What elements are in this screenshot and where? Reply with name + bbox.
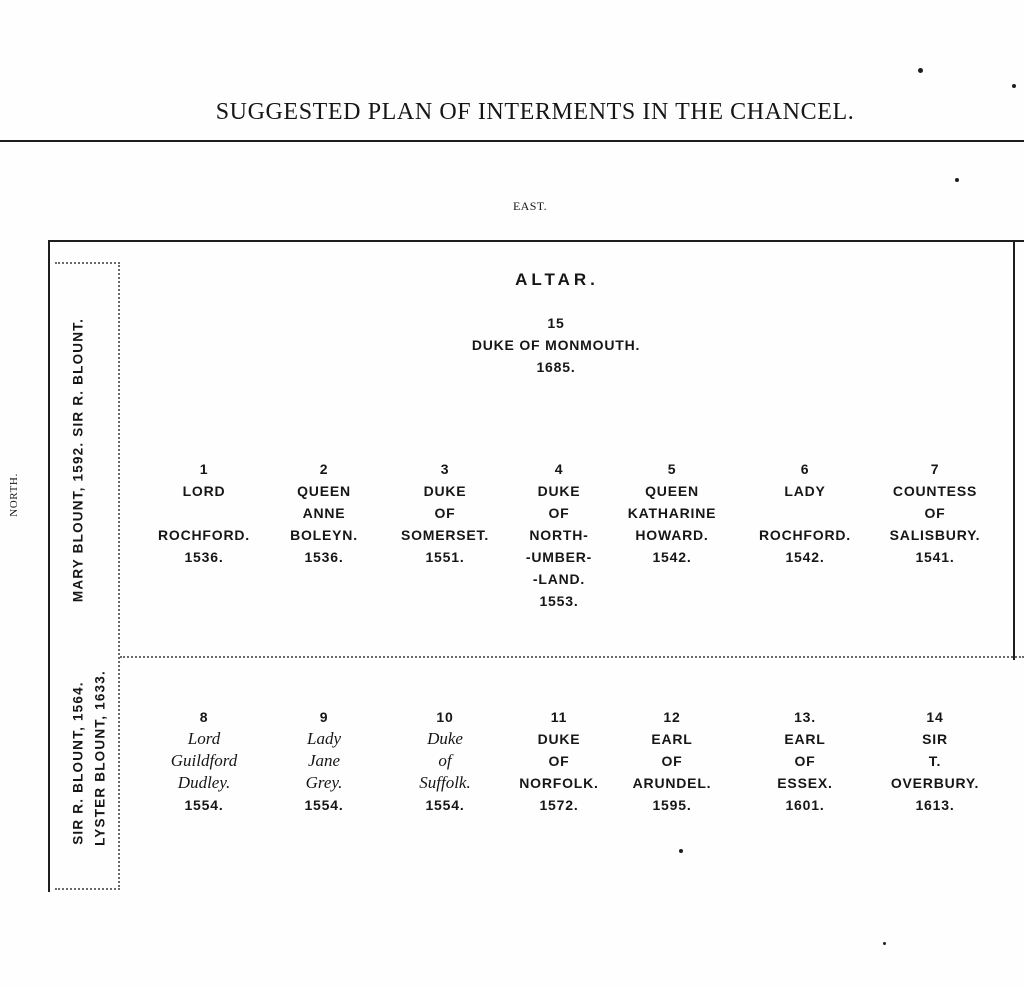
interment-12 [597, 706, 747, 816]
interment-name-line: -LAND. [532, 571, 586, 587]
aisle-upper-label: MARY BLOUNT, 1592. SIR R. BLOUNT. [70, 317, 86, 603]
print-speck [918, 68, 923, 73]
interment-number: 12 [663, 709, 681, 725]
interment-5 [597, 458, 747, 568]
compass-east-label: EAST. [512, 199, 548, 213]
interment-name-line: SALISBURY. [889, 527, 981, 543]
interment-7 [860, 458, 1010, 568]
interment-name-line: QUEEN [645, 483, 699, 499]
interment-name-line: DUKE [537, 731, 581, 747]
interment-name-line: of [438, 751, 452, 770]
interment-number: 1 [199, 461, 209, 477]
interment-name-line: OF [548, 753, 570, 769]
interment-name-line: Suffolk. [419, 773, 471, 792]
interment-name-line: ANNE [302, 505, 346, 521]
interment-name-line: COUNTESS [892, 483, 978, 499]
interment-number: 11 [550, 709, 568, 725]
interment-14 [860, 706, 1010, 816]
chancel-east-wall-right [1013, 240, 1015, 660]
interment-year: 1542. [652, 549, 692, 565]
interment-name-line: NORTH- [529, 527, 589, 543]
interment-name-line: BOLEYN. [290, 527, 358, 543]
interment-13 [730, 706, 880, 816]
interment-year: 1601. [785, 797, 825, 813]
interment-name-line: Jane [307, 751, 341, 770]
interment-name-line: OF [661, 753, 683, 769]
interment-year: 1536. [184, 549, 224, 565]
print-speck [955, 178, 959, 182]
interment-name-line: OF [794, 753, 816, 769]
interment-year: 1613. [915, 797, 955, 813]
interment-number: 15 [547, 315, 565, 331]
interment-number: 13. [794, 709, 816, 725]
print-speck [679, 849, 683, 853]
print-speck [1012, 84, 1016, 88]
interment-name-line: NORFOLK. [519, 775, 599, 791]
page-title: SUGGESTED PLAN OF INTERMENTS IN THE CHANCEL. [215, 99, 855, 125]
interment-number: 4 [554, 461, 564, 477]
interment-number: 6 [800, 461, 810, 477]
interment-name-line: T. [928, 753, 942, 769]
interment-name-line: ROCHFORD. [759, 527, 851, 543]
aisle-lower-label-b: LYSTER BLOUNT, 1633. [92, 670, 108, 846]
interment-name-line: QUEEN [297, 483, 351, 499]
interment-name: DUKE OF MONMOUTH. [471, 337, 641, 353]
interment-name-line: HOWARD. [635, 527, 709, 543]
interment-15 [472, 312, 640, 378]
aisle-lower-label-a: SIR R. BLOUNT, 1564. [70, 681, 86, 845]
interment-number: 8 [199, 709, 209, 725]
interment-6 [730, 458, 880, 568]
interment-number: 14 [926, 709, 944, 725]
interment-number: 9 [319, 709, 329, 725]
interment-name-line: Duke [427, 729, 463, 748]
interment-year: 1553. [539, 593, 579, 609]
interment-name-line: SIR [922, 731, 948, 747]
interment-year: 1536. [304, 549, 344, 565]
compass-north-label: NORTH. [8, 473, 20, 517]
interment-name-line: SOMERSET. [400, 527, 490, 543]
interment-year: 1554. [304, 797, 344, 813]
interment-name-line: ROCHFORD. [158, 527, 250, 543]
interment-year: 1541. [915, 549, 955, 565]
interment-number: 3 [440, 461, 450, 477]
interment-name-line: OF [924, 505, 946, 521]
interment-name-line: OF [548, 505, 570, 521]
altar-label: ALTAR. [515, 270, 599, 289]
interment-year: 1572. [539, 797, 579, 813]
interment-year: 1542. [785, 549, 825, 565]
interment-name-line: EARL [651, 731, 693, 747]
title-rule [0, 140, 1024, 142]
interment-name-line: DUKE [423, 483, 467, 499]
interment-name-line: OVERBURY. [890, 775, 980, 791]
interment-name-line: DUKE [537, 483, 581, 499]
interment-name-line: Guildford [170, 751, 238, 770]
interment-name-line: KATHARINE [627, 505, 717, 521]
interment-name-line: ESSEX. [777, 775, 833, 791]
print-speck [883, 942, 886, 945]
interment-name-line: Lord [187, 729, 221, 748]
interment-name-line: OF [434, 505, 456, 521]
interment-year: 1554. [184, 797, 224, 813]
interment-year: 1685. [536, 359, 576, 375]
interment-name-line: LORD [182, 483, 226, 499]
interment-number: 2 [319, 461, 329, 477]
interment-name-line [730, 502, 880, 524]
aisle-outline [55, 262, 120, 890]
interment-year: 1554. [425, 797, 465, 813]
interment-number: 7 [930, 461, 940, 477]
interment-name-line: ARUNDEL. [632, 775, 712, 791]
interment-year: 1595. [652, 797, 692, 813]
interment-name-line: Lady [307, 729, 341, 748]
interment-name-line: EARL [784, 731, 826, 747]
interment-name-line: Grey. [305, 773, 343, 792]
interment-name-line: LADY [784, 483, 826, 499]
interment-number: 5 [667, 461, 677, 477]
interment-year: 1551. [425, 549, 465, 565]
interment-name-line: -UMBER- [525, 549, 593, 565]
interment-name-line: Dudley. [177, 773, 231, 792]
interment-number: 10 [436, 709, 454, 725]
row-divider [120, 656, 1024, 658]
